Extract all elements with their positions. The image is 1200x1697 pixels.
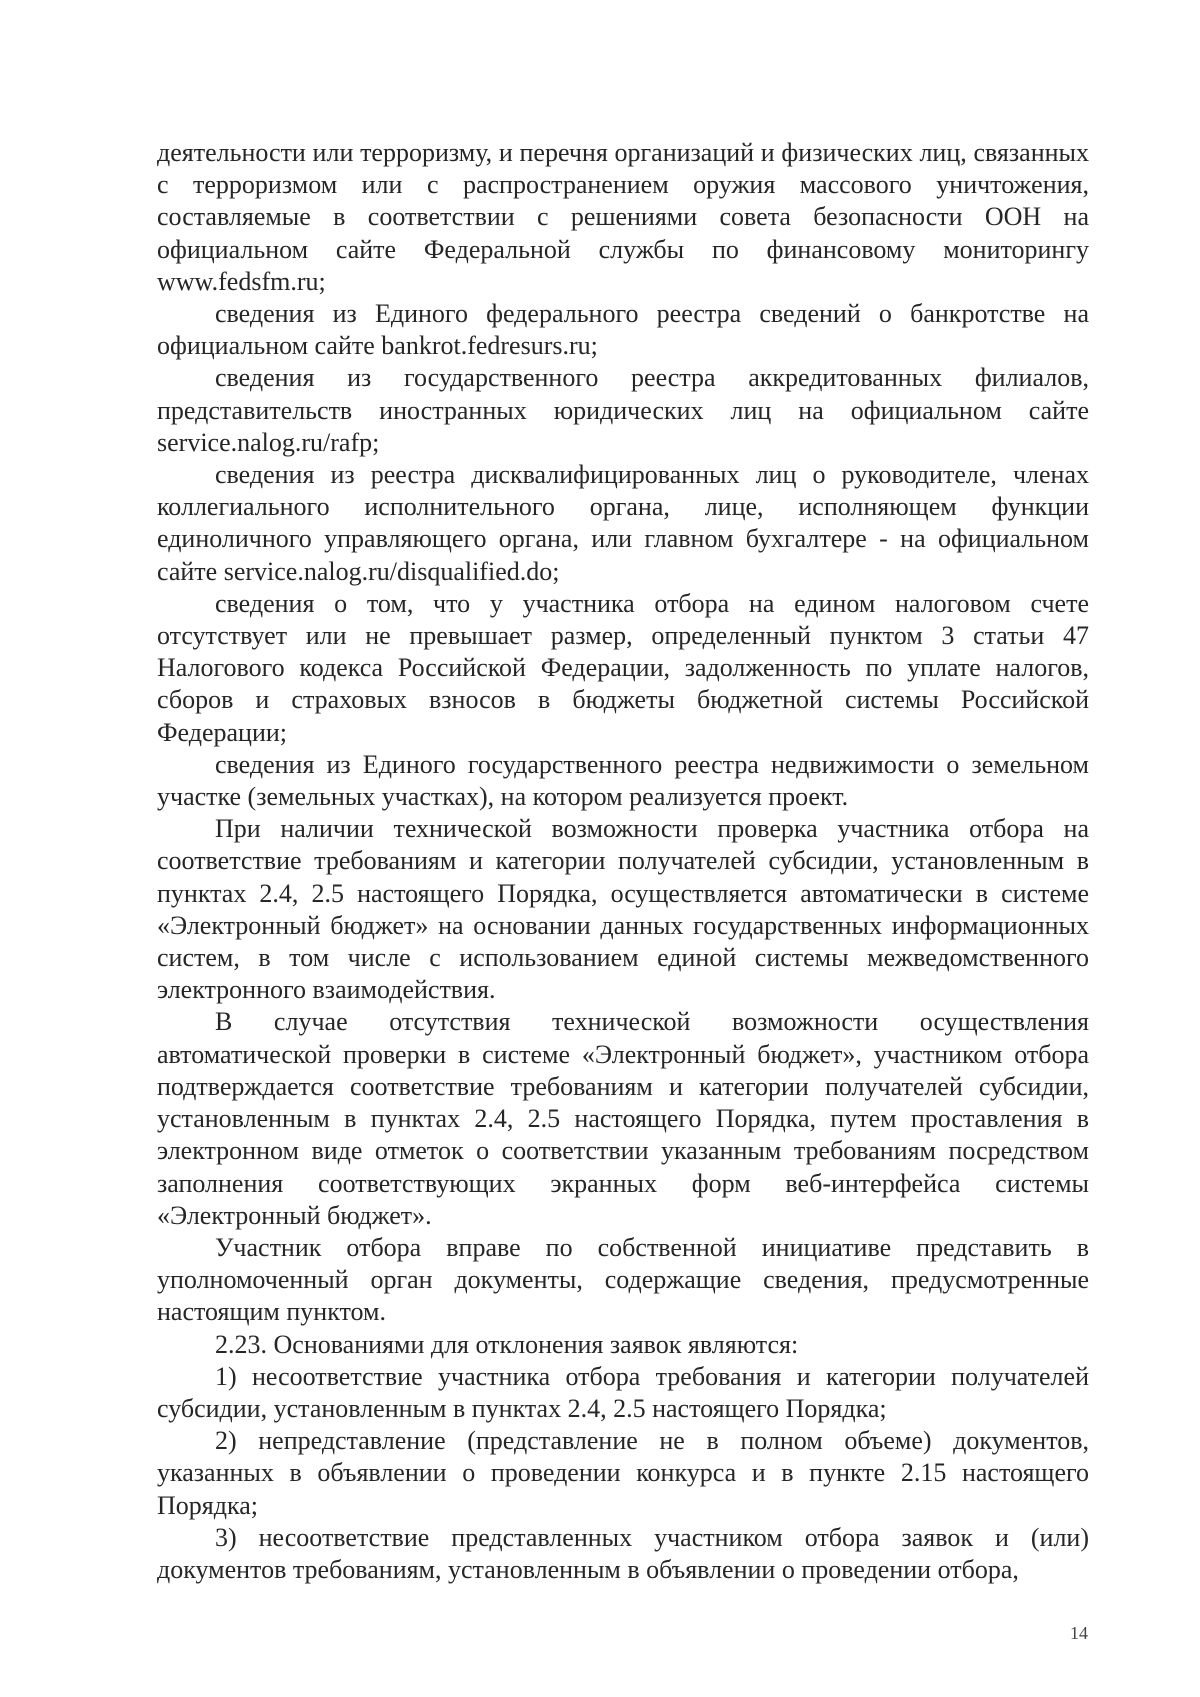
paragraph: сведения из Единого государственного реестра недвижимости о земельном участке (земельных участках), на котором реализуется проект. <box>157 749 1089 812</box>
paragraph: деятельности или терроризму, и перечня организаций и физических лиц, связанных с терроризмом или с распространением оружия массового уничтожения, составляемые в соответствии с решениями совета безопасности ООН на официальном сайте Федеральной службы по финансовому мониторингу www.fedsfm.ru; <box>157 138 1089 296</box>
paragraph: Участник отбора вправе по собственной инициативе представить в уполномоченный орган документы, содержащие сведения, предусмотренные настоящим пунктом. <box>157 1232 1089 1327</box>
paragraph: 2.23. Основаниями для отклонения заявок являются: <box>215 1329 799 1359</box>
paragraph: В случае отсутствия технической возможности осуществления автоматической проверки в системе «Электронный бюджет», участником отбора подтверждается соответствие требованиям и категории получателей субсидии, установленным в пунктах 2.4, 2.5 настоящего Порядка, путем проставления в электронном виде отметок о соответствии указанным требованиям посредством заполнения соответствующих экранных форм веб-интерфейса системы «Электронный бюджет». <box>157 1007 1089 1230</box>
paragraph: 1) несоответствие участника отбора требования и категории получателей субсидии, установленным в пунктах 2.4, 2.5 настоящего Порядка; <box>157 1361 1089 1423</box>
paragraph: 3) несоответствие представленных участником отбора заявок и (или) документов требованиям, установленным в объявлении о проведении отбора, <box>157 1522 1089 1584</box>
document-body <box>157 137 1089 1586</box>
page-number: 14 <box>1070 1623 1088 1643</box>
paragraph: 2) непредставление (представление не в полном объеме) документов, указанных в объявлении о проведении конкурса и в пункте 2.15 настоящего Порядка; <box>157 1426 1089 1520</box>
paragraph: сведения из реестра дисквалифицированных лиц о руководителе, членах коллегиального исполнительного органа, лице, исполняющем функции единоличного управляющего органа, или главном бухгалтере - на официальном сайте service.nalog.ru/disqualified.do; <box>157 460 1089 586</box>
paragraph: При наличии технической возможности проверка участника отбора на соответствие требованиям и категории получателей субсидии, установленным в пунктах 2.4, 2.5 настоящего Порядка, осуществляется автоматически в системе «Электронный бюджет» на основании данных государственных информационных систем, в том числе с использованием единой системы межведомственного электронного взаимодействия. <box>157 814 1089 1005</box>
paragraph: сведения из Единого федерального реестра сведений о банкротстве на официальном сайте bankrot.fedresurs.ru; <box>157 299 1089 361</box>
paragraph: сведения о том, что у участника отбора на едином налоговом счете отсутствует или не превышает размер, определенный пунктом 3 статьи 47 Налогового кодекса Российской Федерации, задолженность по уплате налогов, сборов и страховых взносов в бюджеты бюджетной системы Российской Федерации; <box>157 588 1089 747</box>
paragraph: сведения из государственного реестра аккредитованных филиалов, представительств иностранных юридических лиц на официальном сайте service.nalog.ru/rafp; <box>157 363 1089 457</box>
